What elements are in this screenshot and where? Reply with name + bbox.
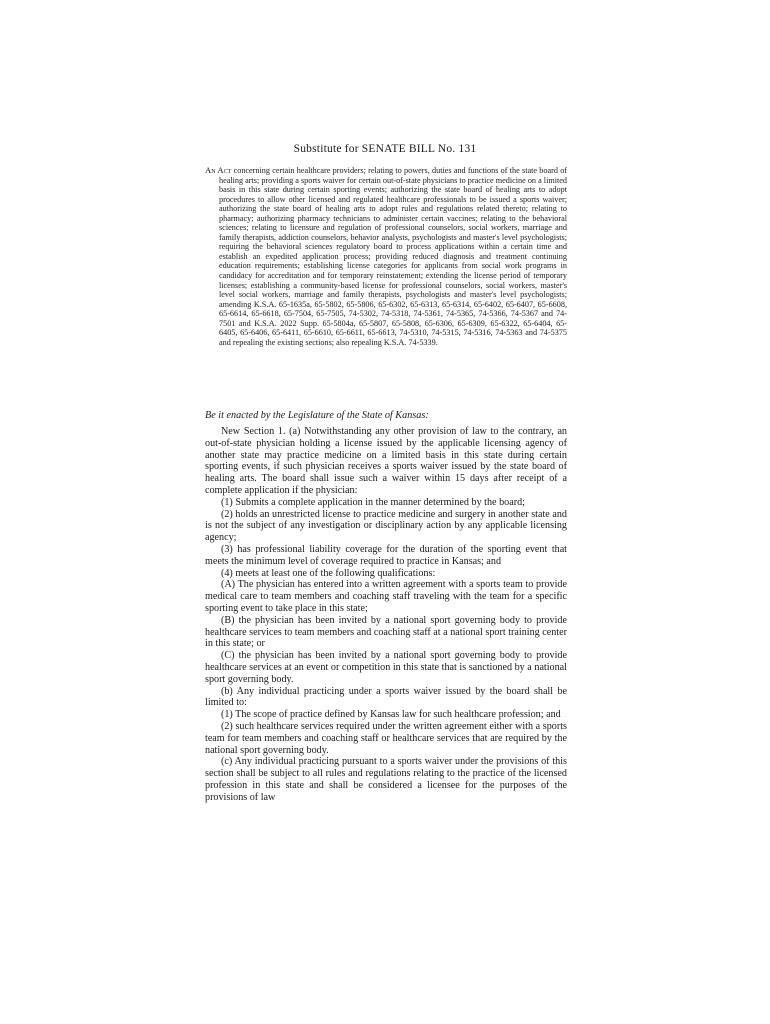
bill-body: [205, 426, 567, 804]
section-paragraph: New Section 1. (a) Notwithstanding any other provision of law to the contrary, an out-of-state physician holding a license issued by the applicable licensing agency of another state may practice medicine on a limited basis in this state during certain sporting events, if such physician receives a sports waiver issued by the state board of healing arts. The board shall issue such a waiver within 15 days after receipt of a complete application if the physician:: [205, 426, 567, 496]
act-title-paragraph: [205, 166, 567, 347]
section-paragraph: (1) Submits a complete application in the manner determined by the board;: [221, 496, 525, 508]
section-paragraph: (3) has professional liability coverage for the duration of the sporting event that meets the minimum level of coverage required to practice in Kansas; and: [205, 543, 567, 567]
bill-title: Substitute for SENATE BILL No. 131: [293, 143, 477, 155]
section-paragraph: (A) The physician has entered into a written agreement with a sports team to provide medical care to team members and coaching staff traveling with the team for a specific sporting event to take place in this state;: [205, 579, 567, 614]
act-label: An Act: [205, 165, 232, 175]
section-paragraph: (B) the physician has been invited by a national sport governing body to provide healthcare services to team members and coaching staff at a national sport training center in this state; or: [205, 614, 567, 650]
section-paragraph: (4) meets at least one of the following qualifications:: [221, 567, 436, 579]
section-paragraph: (C) the physician has been invited by a national sport governing body to provide healthcare services at an event or competition in this state that is sanctioned by a national sport governing body.: [205, 650, 567, 685]
section-paragraph: (2) such healthcare services required under the written agreement either with a sports team for team members and coaching staff or healthcare services that are required by the national sport governing body.: [205, 720, 567, 756]
section-paragraph: (1) The scope of practice defined by Kansas law for such healthcare profession; and: [221, 709, 561, 721]
act-text: concerning certain healthcare providers; relating to powers, duties and functions of the state board of healing arts; providing a sports waiver for certain out-of-state physicians to practice medicine on a limited basis in this state during certain sporting events; authorizing the state board of healing arts to adopt procedures to allow other licensed and regulated healthcare professionals to be issued a sports waiver; authorizing the state board of healing arts to adopt rules and regulations related thereto; relating to pharmacy; authorizing pharmacy technicians to administer certain vaccines; relating to the behavioral sciences; relating to licensure and regulation of professional counselors, social workers, marriage and family therapists, addiction counselors, behavior analysts, psychologists and master's level psychologists; requiring the behavioral sciences regulatory board to process applications within a certain time and establish an expedited application process; providing reduced diagnosis and treatment continuing education requirements; establishing license categories for applicants from social work programs in candidacy for accreditation and for temporary reinstatement; extending the license period of temporary licenses; establishing a community-based license for professional counselors, social workers, master's level social workers, marriage and family therapists, psychologists and master's level psychologists; amending K.S.A. 65-1635a, 65-5802, 65-5806, 65-6302, 65-6313, 65-6314, 65-6402, 65-6407, 65-6608, 65-6614, 65-6618, 65-7504, 65-7505, 74-5302, 74-5318, 74-5361, 74-5365, 74-5366, 74-5367 and 74-7501 and K.S.A. 2022 Supp. 65-5804a, 65-5807, 65-5808, 65-6306, 65-6309, 65-6322, 65-6404, 65-6405, 65-6406, 65-6411, 65-6610, 65-6611, 65-6613, 74-5310, 74-5315, 74-5316, 74-5363 and 74-5375 and repealing the existing sections; also repealing K.S.A. 74-5339.: [219, 166, 568, 347]
section-paragraph: (c) Any individual practicing pursuant to a sports waiver under the provisions of this section shall be subject to all rules and regulations relating to the practice of the licensed profession in this state and shall be considered a licensee for the purposes of the provisions of law: [205, 756, 567, 803]
section-paragraph: (2) holds an unrestricted license to practice medicine and surgery in another state and is not the subject of any investigation or disciplinary action by any applicable licensing agency;: [205, 508, 567, 544]
section-paragraph: (b) Any individual practicing under a sports waiver issued by the board shall be limited to:: [205, 685, 567, 709]
enacting-clause: Be it enacted by the Legislature of the State of Kansas:: [205, 410, 429, 421]
